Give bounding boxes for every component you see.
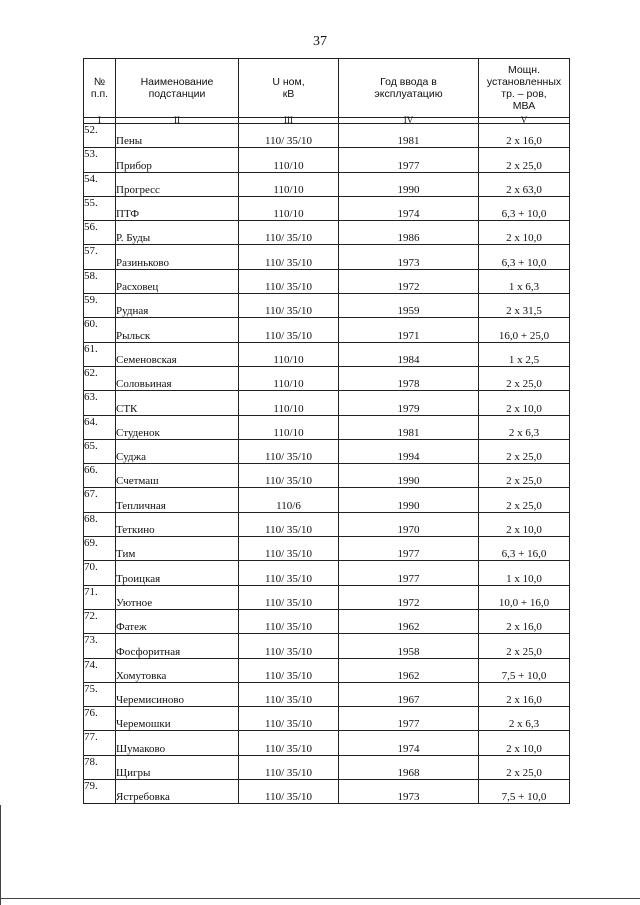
nominal-voltage: 110/ 35/10 <box>239 221 339 245</box>
table-row <box>84 537 570 561</box>
nominal-voltage: 110/10 <box>239 196 339 220</box>
row-number: 55. <box>84 196 116 220</box>
installed-power: 2 x 25,0 <box>479 148 570 172</box>
nominal-voltage: 110/ 35/10 <box>239 561 339 585</box>
table-row <box>84 561 570 585</box>
nominal-voltage: 110/ 35/10 <box>239 537 339 561</box>
installed-power: 2 x 25,0 <box>479 464 570 488</box>
commissioning-year: 1973 <box>339 245 479 269</box>
commissioning-year: 1977 <box>339 561 479 585</box>
commissioning-year: 1979 <box>339 391 479 415</box>
table-row <box>84 221 570 245</box>
installed-power: 2 x 31,5 <box>479 294 570 318</box>
row-number: 56. <box>84 221 116 245</box>
commissioning-year: 1968 <box>339 755 479 779</box>
roman-5: V <box>479 118 570 124</box>
page-number: 37 <box>313 34 327 49</box>
commissioning-year: 1990 <box>339 488 479 512</box>
row-number: 68. <box>84 512 116 536</box>
table-row <box>84 780 570 804</box>
substation-name: Хомутовка <box>116 658 239 682</box>
substation-name: СТК <box>116 391 239 415</box>
substation-name: Р. Буды <box>116 221 239 245</box>
table-row <box>84 464 570 488</box>
substation-name: Ястребовка <box>116 780 239 804</box>
row-number: 67. <box>84 488 116 512</box>
nominal-voltage: 110/ 35/10 <box>239 269 339 293</box>
commissioning-year: 1962 <box>339 658 479 682</box>
table-row <box>84 124 570 148</box>
row-number: 61. <box>84 342 116 366</box>
installed-power: 2 x 25,0 <box>479 634 570 658</box>
substation-name: Семеновская <box>116 342 239 366</box>
installed-power: 10,0 + 16,0 <box>479 585 570 609</box>
roman-3: III <box>239 118 339 124</box>
table-row <box>84 731 570 755</box>
commissioning-year: 1974 <box>339 731 479 755</box>
substation-name: Черемисиново <box>116 682 239 706</box>
header-substation-name: Наименование подстанции <box>116 59 239 118</box>
table-row <box>84 318 570 342</box>
installed-power: 6,3 + 10,0 <box>479 196 570 220</box>
roman-1: I <box>84 118 116 124</box>
commissioning-year: 1970 <box>339 512 479 536</box>
table-row <box>84 415 570 439</box>
row-number: 59. <box>84 294 116 318</box>
installed-power: 2 x 6,3 <box>479 415 570 439</box>
table-row <box>84 658 570 682</box>
nominal-voltage: 110/ 35/10 <box>239 707 339 731</box>
table-row <box>84 682 570 706</box>
nominal-voltage: 110/ 35/10 <box>239 439 339 463</box>
row-number: 76. <box>84 707 116 731</box>
substation-name: ПТФ <box>116 196 239 220</box>
commissioning-year: 1958 <box>339 634 479 658</box>
installed-power: 1 x 10,0 <box>479 561 570 585</box>
nominal-voltage: 110/6 <box>239 488 339 512</box>
commissioning-year: 1973 <box>339 780 479 804</box>
substation-name: Счетмаш <box>116 464 239 488</box>
nominal-voltage: 110/ 35/10 <box>239 780 339 804</box>
table-row <box>84 196 570 220</box>
roman-2: II <box>116 118 239 124</box>
header-number: № п.п. <box>84 59 116 118</box>
nominal-voltage: 110/ 35/10 <box>239 245 339 269</box>
scan-edge-line <box>0 805 1 905</box>
row-number: 71. <box>84 585 116 609</box>
table-header-row <box>84 59 570 118</box>
substation-name: Пены <box>116 124 239 148</box>
commissioning-year: 1959 <box>339 294 479 318</box>
table-row <box>84 269 570 293</box>
nominal-voltage: 110/10 <box>239 172 339 196</box>
substation-name: Фосфоритная <box>116 634 239 658</box>
row-number: 57. <box>84 245 116 269</box>
nominal-voltage: 110/ 35/10 <box>239 609 339 633</box>
row-number: 70. <box>84 561 116 585</box>
nominal-voltage: 110/10 <box>239 391 339 415</box>
commissioning-year: 1967 <box>339 682 479 706</box>
nominal-voltage: 110/ 35/10 <box>239 318 339 342</box>
commissioning-year: 1978 <box>339 366 479 390</box>
table-row <box>84 707 570 731</box>
substation-name: Шумаково <box>116 731 239 755</box>
nominal-voltage: 110/10 <box>239 148 339 172</box>
nominal-voltage: 110/ 35/10 <box>239 634 339 658</box>
table-row <box>84 342 570 366</box>
row-number: 73. <box>84 634 116 658</box>
nominal-voltage: 110/10 <box>239 415 339 439</box>
installed-power: 7,5 + 10,0 <box>479 780 570 804</box>
header-nominal-voltage: U ном, кВ <box>239 59 339 118</box>
substation-name: Рудная <box>116 294 239 318</box>
installed-power: 2 x 10,0 <box>479 221 570 245</box>
table-row <box>84 585 570 609</box>
substation-name: Уютное <box>116 585 239 609</box>
commissioning-year: 1962 <box>339 609 479 633</box>
substation-name: Прогресс <box>116 172 239 196</box>
nominal-voltage: 110/ 35/10 <box>239 755 339 779</box>
header-commissioning-year: Год ввода в эксплуатацию <box>339 59 479 118</box>
nominal-voltage: 110/ 35/10 <box>239 731 339 755</box>
table-row <box>84 245 570 269</box>
substation-name: Щигры <box>116 755 239 779</box>
installed-power: 2 x 6,3 <box>479 707 570 731</box>
roman-4: IV <box>339 118 479 124</box>
installed-power: 6,3 + 16,0 <box>479 537 570 561</box>
table-row <box>84 294 570 318</box>
installed-power: 2 x 25,0 <box>479 439 570 463</box>
row-number: 77. <box>84 731 116 755</box>
substation-name: Расховец <box>116 269 239 293</box>
row-number: 75. <box>84 682 116 706</box>
substation-name: Суджа <box>116 439 239 463</box>
row-number: 53. <box>84 148 116 172</box>
substation-name: Студенок <box>116 415 239 439</box>
commissioning-year: 1974 <box>339 196 479 220</box>
installed-power: 2 x 10,0 <box>479 391 570 415</box>
table-row <box>84 391 570 415</box>
nominal-voltage: 110/ 35/10 <box>239 512 339 536</box>
row-number: 66. <box>84 464 116 488</box>
table-row <box>84 488 570 512</box>
nominal-voltage: 110/10 <box>239 366 339 390</box>
substation-name: Прибор <box>116 148 239 172</box>
installed-power: 16,0 + 25,0 <box>479 318 570 342</box>
table-row <box>84 439 570 463</box>
nominal-voltage: 110/ 35/10 <box>239 585 339 609</box>
nominal-voltage: 110/ 35/10 <box>239 658 339 682</box>
row-number: 63. <box>84 391 116 415</box>
substation-name: Троицкая <box>116 561 239 585</box>
nominal-voltage: 110/ 35/10 <box>239 464 339 488</box>
nominal-voltage: 110/ 35/10 <box>239 682 339 706</box>
row-number: 62. <box>84 366 116 390</box>
substation-name: Теткино <box>116 512 239 536</box>
table-row <box>84 172 570 196</box>
commissioning-year: 1972 <box>339 269 479 293</box>
row-number: 65. <box>84 439 116 463</box>
substation-name: Фатеж <box>116 609 239 633</box>
installed-power: 2 x 16,0 <box>479 124 570 148</box>
nominal-voltage: 110/ 35/10 <box>239 294 339 318</box>
row-number: 52. <box>84 124 116 148</box>
installed-power: 2 x 63,0 <box>479 172 570 196</box>
installed-power: 2 x 25,0 <box>479 366 570 390</box>
installed-power: 1 x 6,3 <box>479 269 570 293</box>
row-number: 60. <box>84 318 116 342</box>
table-row <box>84 755 570 779</box>
installed-power: 2 x 10,0 <box>479 731 570 755</box>
substation-name: Рыльск <box>116 318 239 342</box>
row-number: 58. <box>84 269 116 293</box>
row-number: 69. <box>84 537 116 561</box>
commissioning-year: 1981 <box>339 415 479 439</box>
commissioning-year: 1984 <box>339 342 479 366</box>
installed-power: 2 x 10,0 <box>479 512 570 536</box>
row-number: 64. <box>84 415 116 439</box>
commissioning-year: 1994 <box>339 439 479 463</box>
commissioning-year: 1990 <box>339 172 479 196</box>
substation-name: Тим <box>116 537 239 561</box>
substation-name: Тепличная <box>116 488 239 512</box>
commissioning-year: 1986 <box>339 221 479 245</box>
nominal-voltage: 110/ 35/10 <box>239 124 339 148</box>
substation-name: Черемошки <box>116 707 239 731</box>
table-row <box>84 366 570 390</box>
table-body <box>84 124 570 804</box>
commissioning-year: 1981 <box>339 124 479 148</box>
installed-power: 2 x 25,0 <box>479 755 570 779</box>
table-row <box>84 512 570 536</box>
header-installed-power: Мощн. установленных тр. – ров, МВА <box>479 59 570 118</box>
commissioning-year: 1972 <box>339 585 479 609</box>
installed-power: 1 x 2,5 <box>479 342 570 366</box>
table-row <box>84 148 570 172</box>
commissioning-year: 1990 <box>339 464 479 488</box>
substation-name: Соловьиная <box>116 366 239 390</box>
row-number: 78. <box>84 755 116 779</box>
installed-power: 7,5 + 10,0 <box>479 658 570 682</box>
row-number: 54. <box>84 172 116 196</box>
commissioning-year: 1977 <box>339 537 479 561</box>
scan-bottom-line <box>0 898 640 899</box>
installed-power: 2 x 16,0 <box>479 609 570 633</box>
table-row <box>84 634 570 658</box>
substations-table <box>83 58 570 804</box>
installed-power: 2 x 16,0 <box>479 682 570 706</box>
row-number: 74. <box>84 658 116 682</box>
installed-power: 6,3 + 10,0 <box>479 245 570 269</box>
row-number: 72. <box>84 609 116 633</box>
installed-power: 2 x 25,0 <box>479 488 570 512</box>
row-number: 79. <box>84 780 116 804</box>
commissioning-year: 1977 <box>339 707 479 731</box>
commissioning-year: 1971 <box>339 318 479 342</box>
substation-name: Разиньково <box>116 245 239 269</box>
nominal-voltage: 110/10 <box>239 342 339 366</box>
table-row <box>84 609 570 633</box>
commissioning-year: 1977 <box>339 148 479 172</box>
